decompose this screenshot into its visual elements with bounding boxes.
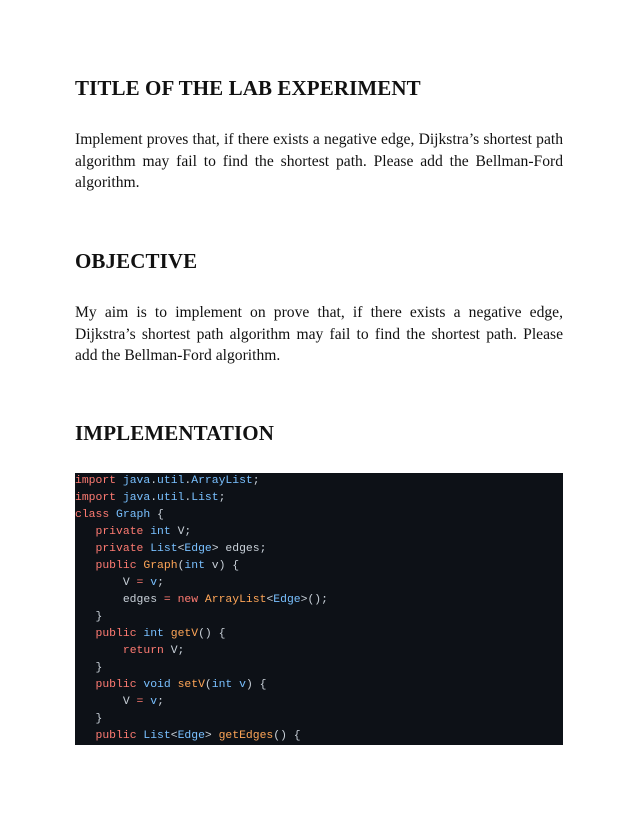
code-token: int [184,560,205,572]
code-token: . [184,475,192,487]
code-token: ; [157,577,164,589]
code-token: Graph [143,560,178,572]
code-token [75,679,96,691]
code-token: public [95,730,137,742]
code-token: int [150,526,171,538]
code-token: < [177,543,185,555]
implementation-heading: IMPLEMENTATION [75,421,274,445]
code-token: ( [177,560,185,572]
code-token [75,645,123,657]
code-token [75,543,96,555]
code-token: = [163,594,171,606]
code-token: edges [75,594,164,606]
code-token: util [157,492,185,504]
code-token: ) { [245,679,267,691]
code-token: private [95,543,144,555]
code-line [75,524,191,541]
code-token: v [150,577,158,589]
code-token: import [75,492,117,504]
code-token: ArrayList [191,475,253,487]
code-token: ; [252,475,260,487]
code-token: private [95,526,144,538]
code-token: getV [170,628,199,640]
code-token: void [143,679,171,691]
code-token: v [239,679,246,691]
code-block [75,473,563,745]
code-token: } [75,611,103,623]
code-token [171,594,178,606]
code-token: } [75,713,103,725]
code-token: V; [170,526,192,538]
code-line [75,660,102,677]
code-token: ; [218,492,226,504]
code-token: < [170,730,178,742]
code-token: . [150,492,158,504]
code-token: public [95,628,137,640]
code-token: public [95,560,137,572]
code-token: >(); [300,594,328,606]
code-token: java [122,475,151,487]
code-token [109,509,116,521]
code-token [116,492,123,504]
lab-title-heading: TITLE OF THE LAB EXPERIMENT [75,76,421,100]
code-line [75,626,225,643]
code-token: V [75,696,137,708]
code-token [164,628,171,640]
code-token: List [150,543,178,555]
code-token: return [122,645,164,657]
code-token: > edges; [211,543,267,555]
code-token: List [143,730,171,742]
code-token: } [75,662,103,674]
code-token: () { [273,730,301,742]
code-token: int [143,628,164,640]
code-token [75,560,96,572]
code-token: List [191,492,219,504]
objective-paragraph: My aim is to implement on prove that, if there exists a negative edge, Dijkstra’s shortest path algorithm may fail to find the shortest path. Please add the Bellman-Ford algorithm. [75,304,563,364]
code-token: > [204,730,219,742]
code-token [75,628,96,640]
code-token: class [75,509,110,521]
code-line [75,490,225,507]
code-token: Edge [273,594,301,606]
code-token: V [75,577,137,589]
code-line [75,558,239,575]
code-token: Edge [177,730,205,742]
code-line [75,592,328,609]
code-token [171,679,178,691]
code-token: . [150,475,158,487]
code-token: v) { [204,560,240,572]
code-token: V; [163,645,185,657]
code-line [75,609,102,626]
code-token: getEdges [218,730,274,742]
code-token [116,475,123,487]
code-token: util [157,475,185,487]
code-token [75,730,96,742]
code-token: ; [157,696,164,708]
code-token: Edge [184,543,212,555]
code-token: () { [198,628,226,640]
code-token: ArrayList [204,594,267,606]
code-line [75,473,260,490]
code-token: java [122,492,151,504]
code-token: = [136,696,144,708]
code-token: new [177,594,199,606]
code-line [75,728,301,745]
code-token: int [211,679,233,691]
lab-title-paragraph: Implement proves that, if there exists a negative edge, Dijkstra’s shortest path algorithm may fail to find the shortest path. Please add the Bellman-Ford algorithm. [75,131,563,191]
code-token: public [95,679,137,691]
code-line [75,643,184,660]
code-line [75,507,164,524]
code-line [75,575,164,592]
code-line [75,677,266,694]
code-line [75,711,102,728]
code-token: = [136,577,144,589]
code-token: ( [204,679,212,691]
code-token: v [150,696,158,708]
code-token: Graph [116,509,151,521]
code-token: < [266,594,274,606]
code-line [75,541,266,558]
code-token: . [184,492,192,504]
code-token [75,526,96,538]
code-token: { [150,509,164,521]
code-token: import [75,475,117,487]
code-line [75,694,164,711]
objective-heading: OBJECTIVE [75,249,198,273]
code-token [198,594,205,606]
code-token: setV [177,679,205,691]
